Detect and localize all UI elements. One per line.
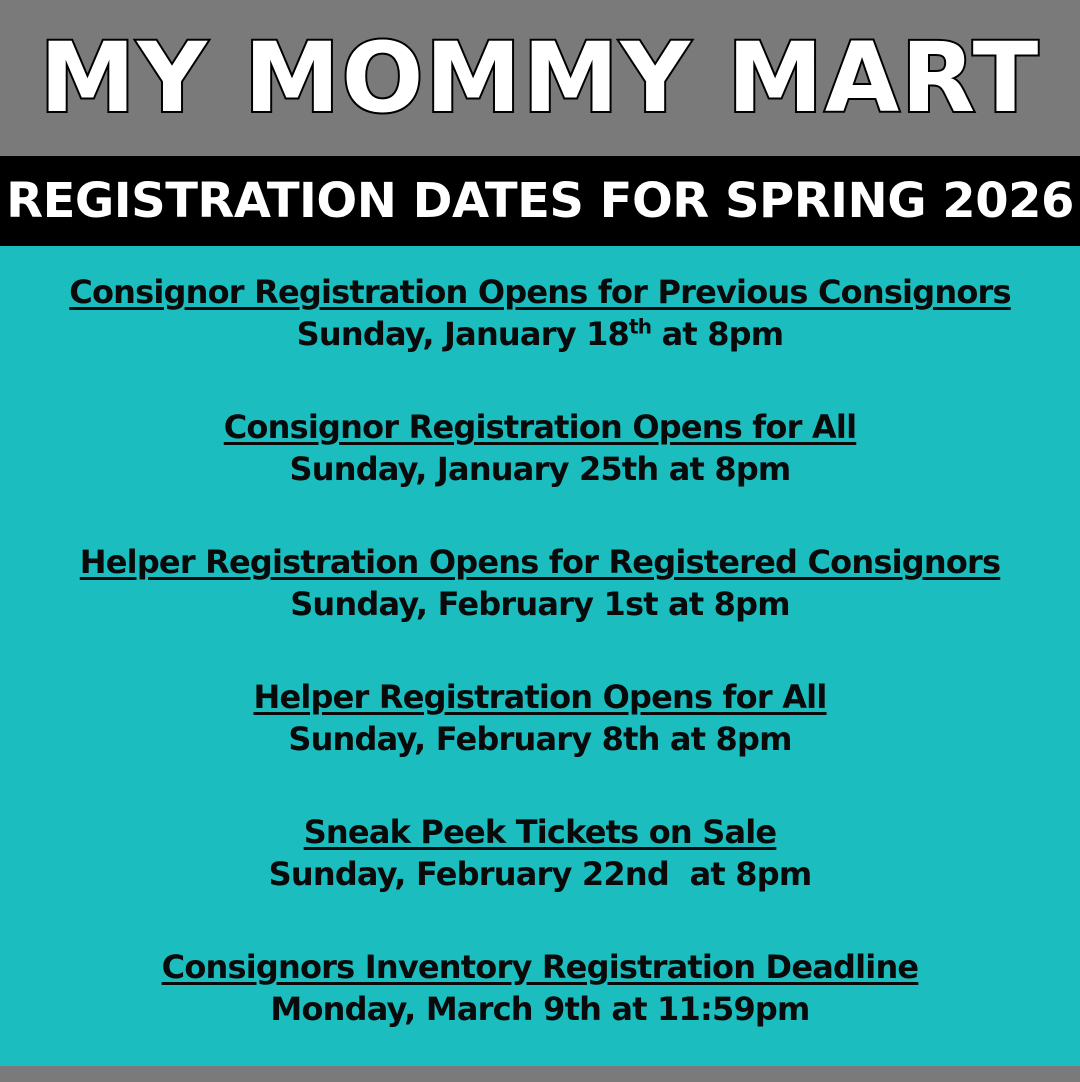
event-date-suffix: th (629, 314, 652, 339)
event-date: Sunday, January 25th at 8pm (289, 450, 791, 488)
event-item (0, 677, 1080, 812)
event-item (0, 947, 1080, 1082)
event-item (0, 407, 1080, 542)
event-item (0, 542, 1080, 677)
bottom-border (0, 1066, 1080, 1080)
event-title: Consignor Registration Opens for All (223, 408, 857, 446)
event-title: Helper Registration Opens for All (253, 678, 827, 716)
event-date: Sunday, February 22nd at 8pm (268, 855, 812, 893)
brand-title: MY MOMMY MART (39, 22, 1041, 134)
event-title: Helper Registration Opens for Registered Consignors (79, 543, 1001, 581)
subheader-title: REGISTRATION DATES FOR SPRING 2026 (6, 173, 1074, 229)
event-title: Consignors Inventory Registration Deadline (161, 948, 919, 986)
event-title: Consignor Registration Opens for Previous Consignors (69, 273, 1011, 311)
event-date: Monday, March 9th at 11:59pm (270, 990, 810, 1028)
event-title: Sneak Peek Tickets on Sale (303, 813, 777, 851)
event-item (0, 272, 1080, 407)
event-list (0, 272, 1080, 1082)
event-item (0, 812, 1080, 947)
event-date-time: at 8pm (651, 315, 784, 353)
event-date: Sunday, February 1st at 8pm (290, 585, 790, 623)
registration-dates-panel (0, 246, 1080, 1066)
subheader-banner (0, 156, 1080, 246)
event-date: Sunday, February 8th at 8pm (288, 720, 792, 758)
event-date-text: Sunday, January 18 (296, 315, 630, 353)
event-date (0, 312, 1080, 356)
header (0, 0, 1080, 156)
